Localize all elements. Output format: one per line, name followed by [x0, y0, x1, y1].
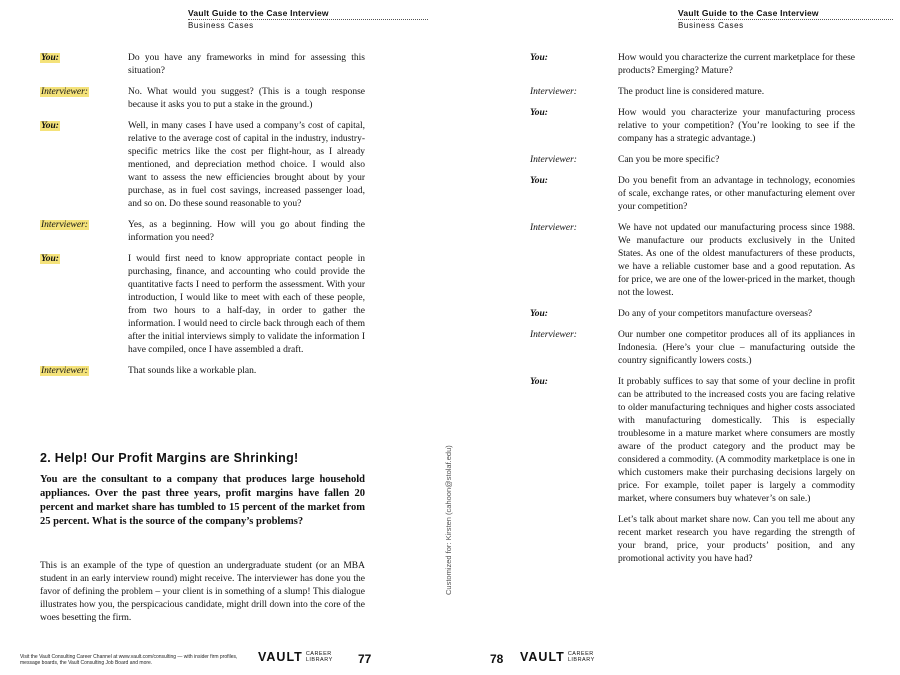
speaker-label: Interviewer:	[41, 366, 88, 376]
dialogue-turn	[530, 86, 855, 99]
career-library-label: CAREER LIBRARY	[567, 651, 595, 663]
dialogue-text: Do any of your competitors manufacture overseas?	[618, 309, 813, 319]
customization-stamp: Customized for: Kirsten (cahoon@stolaf.edu)	[444, 445, 453, 595]
career-library-label: CAREER LIBRARY	[305, 651, 333, 663]
vault-logo	[520, 650, 595, 664]
left-dialogue	[40, 52, 365, 386]
dialogue-text: The product line is considered mature.	[618, 87, 765, 97]
dialogue-text: It probably suffices to say that some of your decline in profit can be attributed to the increased costs you are facing relative to older manufacturing techniques and higher costs associated with manufacturing domestically. This is especially troublesome in a mature market where consumers are mostly aware of the product category and the product may be considered a commodity. (A commodity marketplace is one in which customers make their purchasing decisions largely on price. For example, toilet paper is largely a commodity market, where consumers buy whatever’s on sale.)	[618, 377, 855, 504]
dialogue-text: No. What would you suggest? (This is a tough response because it asks you to put a stake in the ground.)	[128, 87, 365, 110]
dialogue-text: How would you characterize the current marketplace for these products? Emerging? Mature?	[618, 53, 855, 76]
speaker-label: You:	[530, 108, 548, 118]
page-number-right: 78	[490, 652, 504, 666]
speaker-label: You:	[41, 121, 59, 131]
page-number-left: 77	[358, 652, 372, 666]
dialogue-text: That sounds like a workable plan.	[128, 366, 257, 376]
footer-note: Visit the Vault Consulting Career Channel at www.vault.com/consulting — with insider firm profiles, message boards, the Vault Consulting Job Board and more.	[20, 654, 238, 666]
header-title: Vault Guide to the Case Interview	[188, 8, 428, 20]
dialogue-turn	[40, 86, 365, 112]
speaker-label: Interviewer:	[41, 220, 88, 230]
section-body: This is an example of the type of question an undergraduate student (or an MBA student in an early interview round) might receive. The interviewer has done you the favor of defining the problem – your client is in something of a slump! This dialogue illustrates how you, the perspicacious candidate, might drill down into the core of the woes besetting the firm.	[40, 561, 365, 623]
vault-logo	[258, 650, 333, 664]
speaker-label: Interviewer:	[41, 87, 88, 97]
running-header-right	[678, 8, 893, 30]
section-title: 2. Help! Our Profit Margins are Shrinking!	[40, 451, 299, 465]
vault-wordmark: VAULT	[258, 650, 303, 664]
dialogue-text: How would you characterize your manufacturing process relative to your competition? (You’re looking to see if the company has a strategic advantage.)	[618, 108, 855, 144]
speaker-label: You:	[41, 254, 59, 264]
dialogue-text: Do you have any frameworks in mind for assessing this situation?	[128, 53, 365, 76]
dialogue-turn	[530, 376, 855, 506]
speaker-label: Interviewer:	[530, 155, 577, 165]
running-header-left	[188, 8, 428, 30]
header-subtitle: Business Cases	[188, 21, 254, 30]
speaker-label: Interviewer:	[530, 223, 577, 233]
speaker-label	[530, 514, 618, 566]
right-dialogue	[530, 52, 855, 574]
dialogue-text: Let’s talk about market share now. Can you tell me about any recent market research you have regarding the strength of your brand, price, your products’ position, and any promotional activity you have had?	[618, 515, 855, 564]
speaker-label: Interviewer:	[530, 330, 577, 340]
speaker-label: You:	[530, 309, 548, 319]
dialogue-text: I would first need to know appropriate contact people in purchasing, finance, and accounting who could provide the quantitative facts I need to perform the assessment. With your introduction, I would like to meet with each of these people, from two hours to a half-day, in order to gather the information. I would need to circle back through each of them after the initial interviews simply to validate the information I have compiled, once I have assembled a draft.	[128, 254, 365, 355]
right-page	[450, 0, 900, 675]
dialogue-turn	[40, 365, 365, 378]
dialogue-text: Do you benefit from an advantage in technology, economies of scale, exchange rates, or other manufacturing element over your competition?	[618, 176, 855, 212]
dialogue-turn	[530, 175, 855, 214]
dialogue-turn	[530, 154, 855, 167]
dialogue-turn	[40, 219, 365, 245]
speaker-label: You:	[530, 377, 548, 387]
speaker-label: You:	[530, 53, 548, 63]
header-subtitle: Business Cases	[678, 21, 744, 30]
dialogue-turn	[530, 308, 855, 321]
dialogue-turn	[530, 514, 855, 566]
speaker-label: Interviewer:	[530, 87, 577, 97]
speaker-label: You:	[530, 176, 548, 186]
dialogue-text: Our number one competitor produces all of its appliances in Indonesia. (Here’s your clue – manufacturing outside the country significantly lowers costs.)	[618, 330, 855, 366]
vault-wordmark: VAULT	[520, 650, 565, 664]
dialogue-text: Well, in many cases I have used a company’s cost of capital, relative to the average cost of capital in the industry, industry-specific metrics like the cost per flight-hour, as I already mentioned, and depreciation method choice. I would also want to assess the new efficiencies brought about by your purchase, as in fuel cost savings, increased passenger load, and so on. Do these sound reasonable to you?	[128, 121, 365, 209]
header-title: Vault Guide to the Case Interview	[678, 8, 893, 20]
dialogue-text: We have not updated our manufacturing process since 1988. We manufacture our products exclusively in the United States. As one of the oldest manufacturers of these products, we have a reliable customer base and a good reputation. As for price, we are one of the lower-priced in the market, though not the lowest.	[618, 223, 855, 298]
speaker-label: You:	[41, 53, 59, 63]
dialogue-turn	[530, 222, 855, 300]
dialogue-turn	[530, 329, 855, 368]
dialogue-turn	[40, 120, 365, 211]
dialogue-turn	[530, 52, 855, 78]
dialogue-turn	[40, 253, 365, 357]
dialogue-text: Can you be more specific?	[618, 155, 720, 165]
dialogue-turn	[40, 52, 365, 78]
dialogue-text: Yes, as a beginning. How will you go about finding the information you need?	[128, 220, 365, 243]
dialogue-turn	[530, 107, 855, 146]
case-question: You are the consultant to a company that produces large household appliances. Over the past three years, profit margins have fallen 20 percent and market share has tumbled to 15 percent of the market from 25 percent. What is the source of the company’s problems?	[40, 474, 365, 527]
